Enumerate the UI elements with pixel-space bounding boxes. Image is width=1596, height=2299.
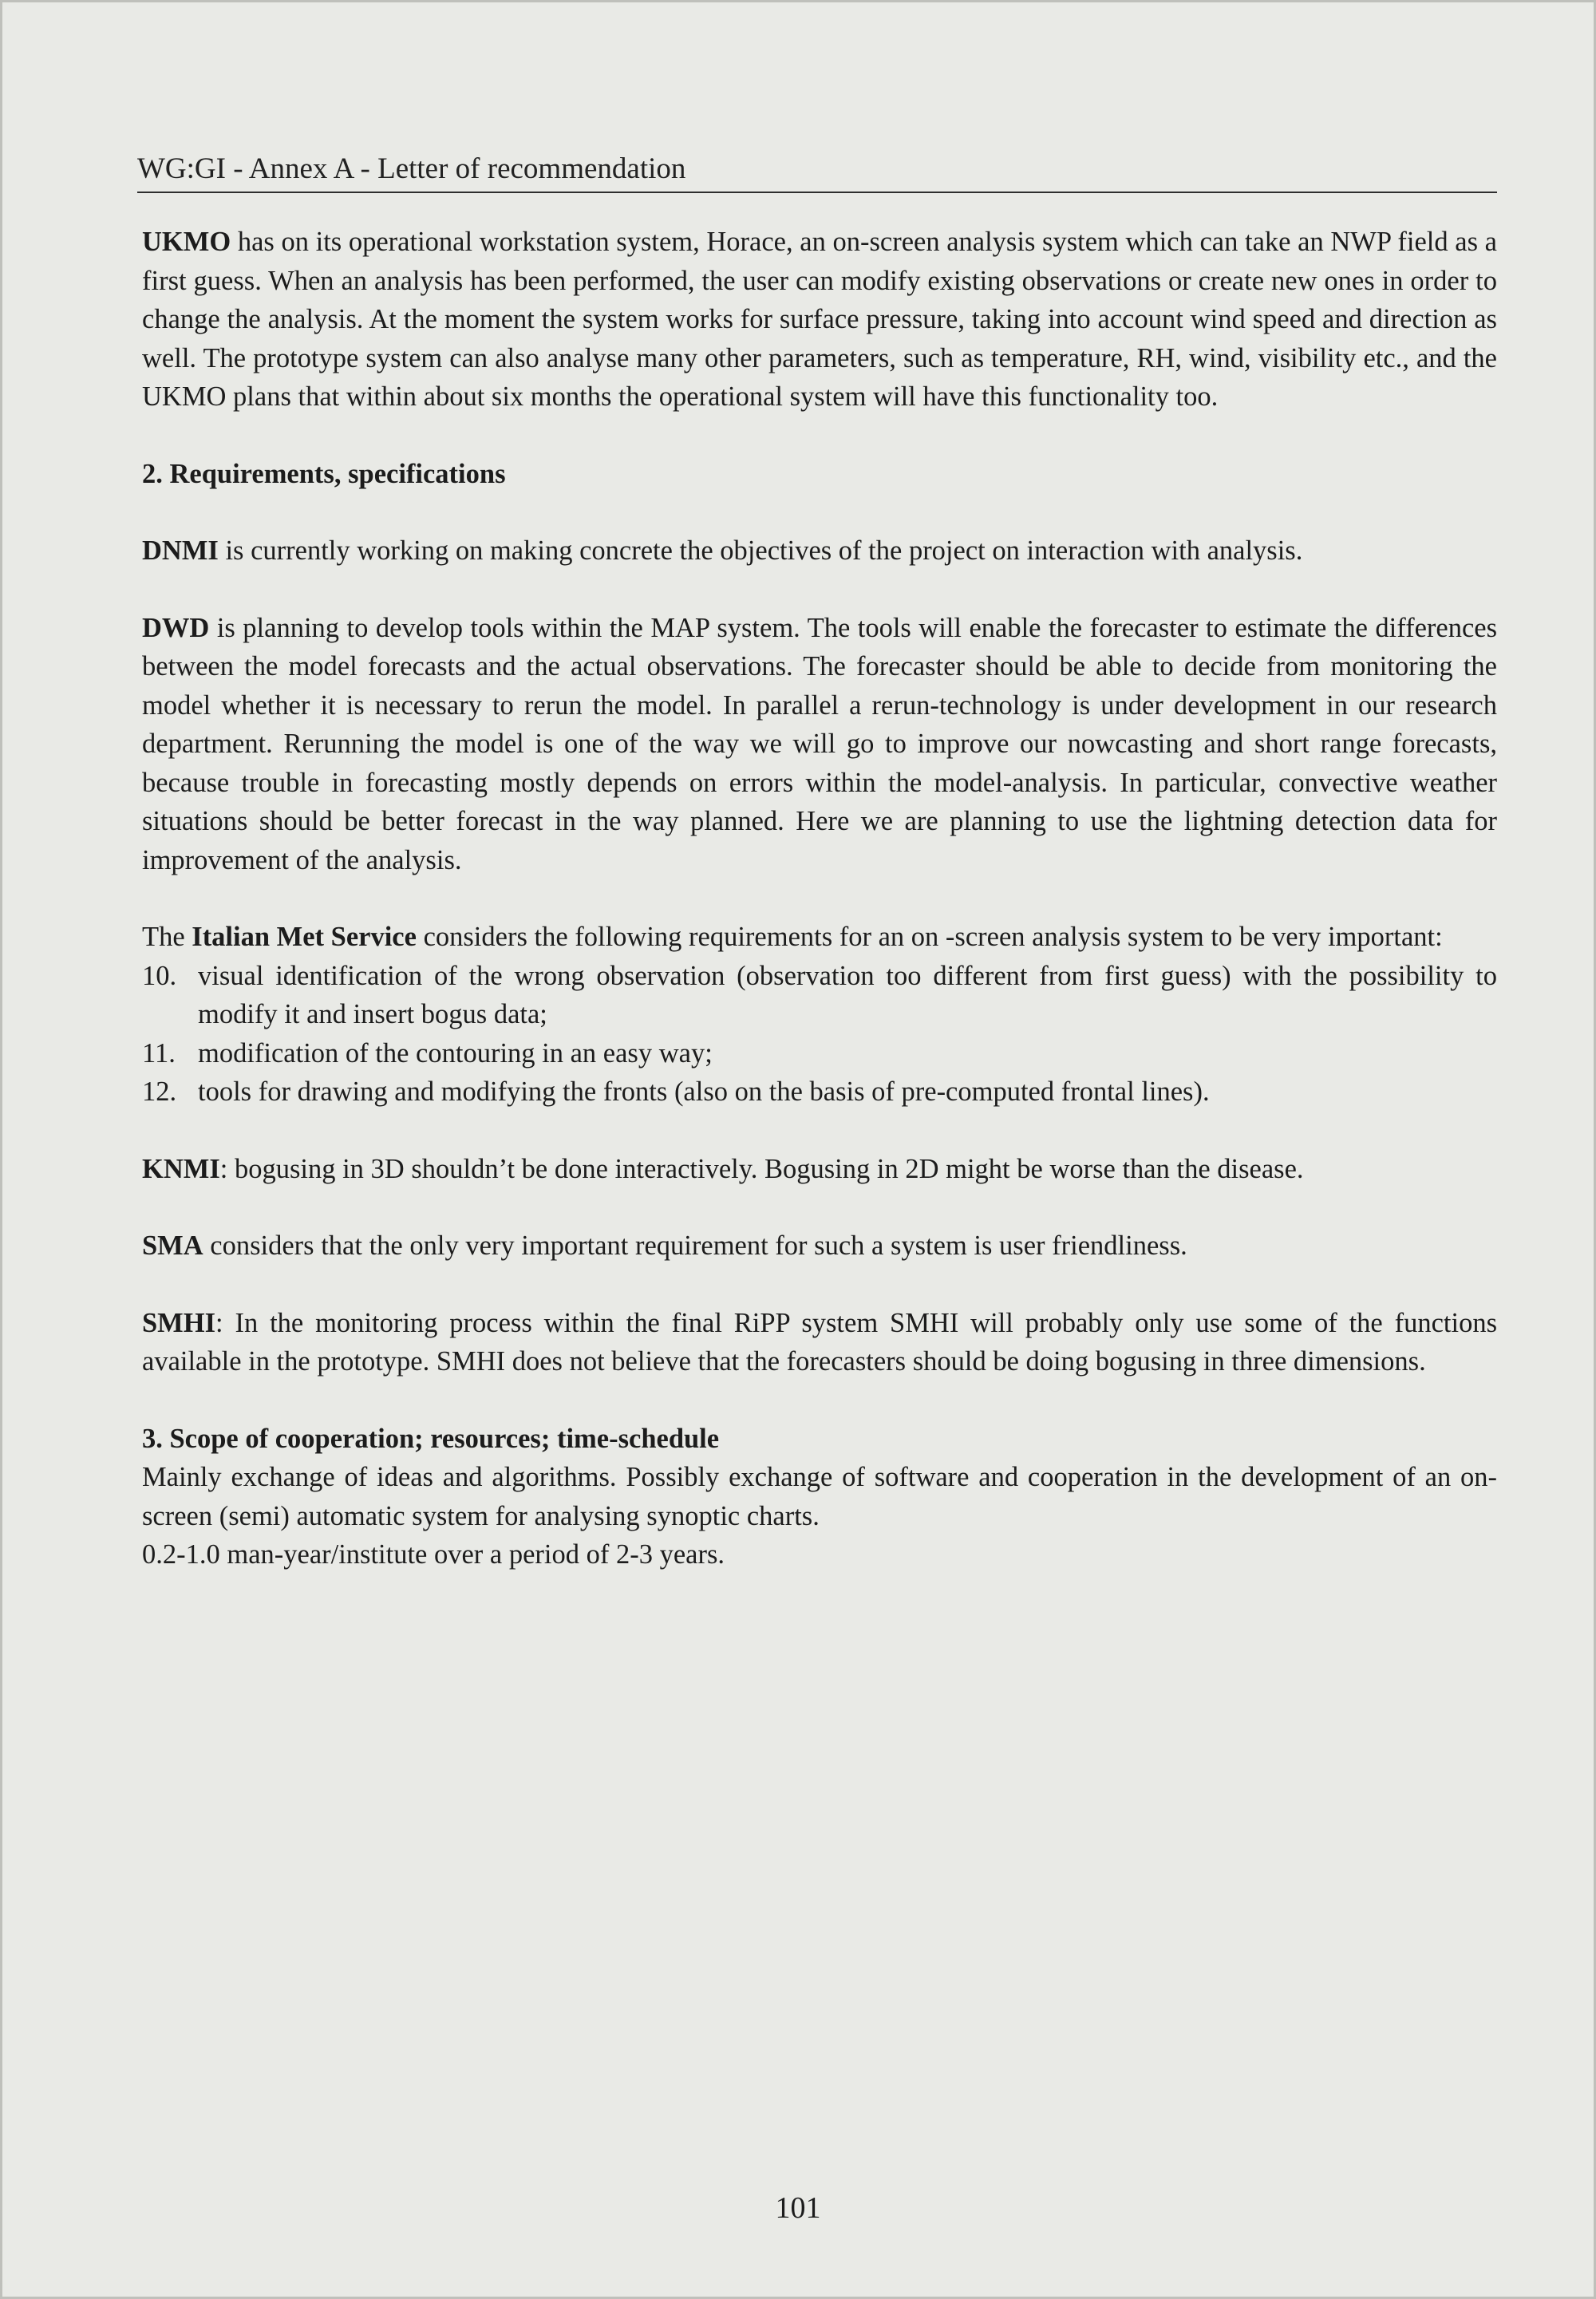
paragraph-text: : bogusing in 3D shouldn’t be done interactively. Bogusing in 2D might be worse than the disease. <box>219 1153 1304 1184</box>
paragraph-text: considers the following requirements for an on -screen analysis system to be very important: <box>416 922 1443 952</box>
dnmi-paragraph <box>142 531 1497 571</box>
running-header: WG:GI - Annex A - Letter of recommendation <box>137 148 1497 193</box>
list-number: 10. <box>142 960 177 991</box>
org-name: SMA <box>142 1230 203 1261</box>
list-number: 11. <box>142 1037 176 1069</box>
italian-paragraph <box>142 918 1497 957</box>
org-name: DNMI <box>142 535 219 566</box>
knmi-paragraph <box>142 1150 1497 1189</box>
list-item <box>142 957 1497 1034</box>
dwd-paragraph <box>142 609 1497 880</box>
paragraph-text: : In the monitoring process within the final RiPP system SMHI will probably only use some of the functions available in the prototype. SMHI does not believe that the forecasters should be doing bogusing in three dimensions. <box>142 1307 1497 1377</box>
list-item <box>142 1034 1497 1073</box>
org-name: UKMO <box>142 227 231 257</box>
org-name: DWD <box>142 612 210 643</box>
sma-paragraph <box>142 1227 1497 1266</box>
paragraph-text: is currently working on making concrete the objectives of the project on interaction with analysis. <box>218 535 1303 566</box>
ukmo-paragraph <box>142 223 1497 417</box>
org-name: Italian Met Service <box>192 922 417 952</box>
paragraph-text: is planning to develop tools within the MAP system. The tools will enable the forecaster to estimate the differences between the model forecasts and the actual observations. The forecaster should be able to decide from monitoring the model whether it is necessary to rerun the model. In parallel a rerun-technology is under development in our research department. Rerunning the model is one of the way we will go to improve our nowcasting and short range forecasts, because trouble in forecasting mostly depends on errors within the model-analysis. In particular, convective weather situations should be better forecast in the way planned. Here we are planning to use the lightning detection data for improvement of the analysis. <box>142 612 1497 875</box>
resources-paragraph: 0.2-1.0 man-year/institute over a period of 2-3 years. <box>142 1539 725 1570</box>
list-number: 12. <box>142 1076 177 1107</box>
paragraph-prefix: The <box>142 922 192 952</box>
section-heading-requirements: 2. Requirements, specifications <box>142 458 506 489</box>
paragraph-text: considers that the only very important requirement for such a system is user friendliness. <box>203 1230 1187 1261</box>
list-text: visual identification of the wrong observation (observation too different from first guess) with the possibility to modify it and insert bogus data; <box>198 960 1497 1029</box>
page-number: 101 <box>775 2191 821 2225</box>
section-heading-scope: 3. Scope of cooperation; resources; time-schedule <box>142 1423 720 1454</box>
smhi-paragraph <box>142 1304 1497 1381</box>
org-name: SMHI <box>142 1307 216 1338</box>
scope-paragraph: Mainly exchange of ideas and algorithms. Possibly exchange of software and cooperation in the development of an on-screen (semi) automatic system for analysing synoptic charts. <box>142 1462 1497 1531</box>
list-text: tools for drawing and modifying the fronts (also on the basis of pre-computed frontal lines). <box>198 1076 1210 1107</box>
list-text: modification of the contouring in an easy way; <box>198 1037 713 1069</box>
paragraph-text: has on its operational workstation system, Horace, an on-screen analysis system which can take an NWP field as a first guess. When an analysis has been performed, the user can modify existing observations or create new ones in order to change the analysis. At the moment the system works for surface pressure, taking into account wind speed and direction as well. The prototype system can also analyse many other parameters, such as temperature, RH, wind, visibility etc., and the UKMO plans that within about six months the operational system will have this functionality too. <box>142 227 1497 412</box>
requirements-list <box>142 957 1497 1112</box>
document-body <box>142 223 1497 1574</box>
list-item <box>142 1072 1497 1112</box>
org-name: KNMI <box>142 1153 220 1184</box>
